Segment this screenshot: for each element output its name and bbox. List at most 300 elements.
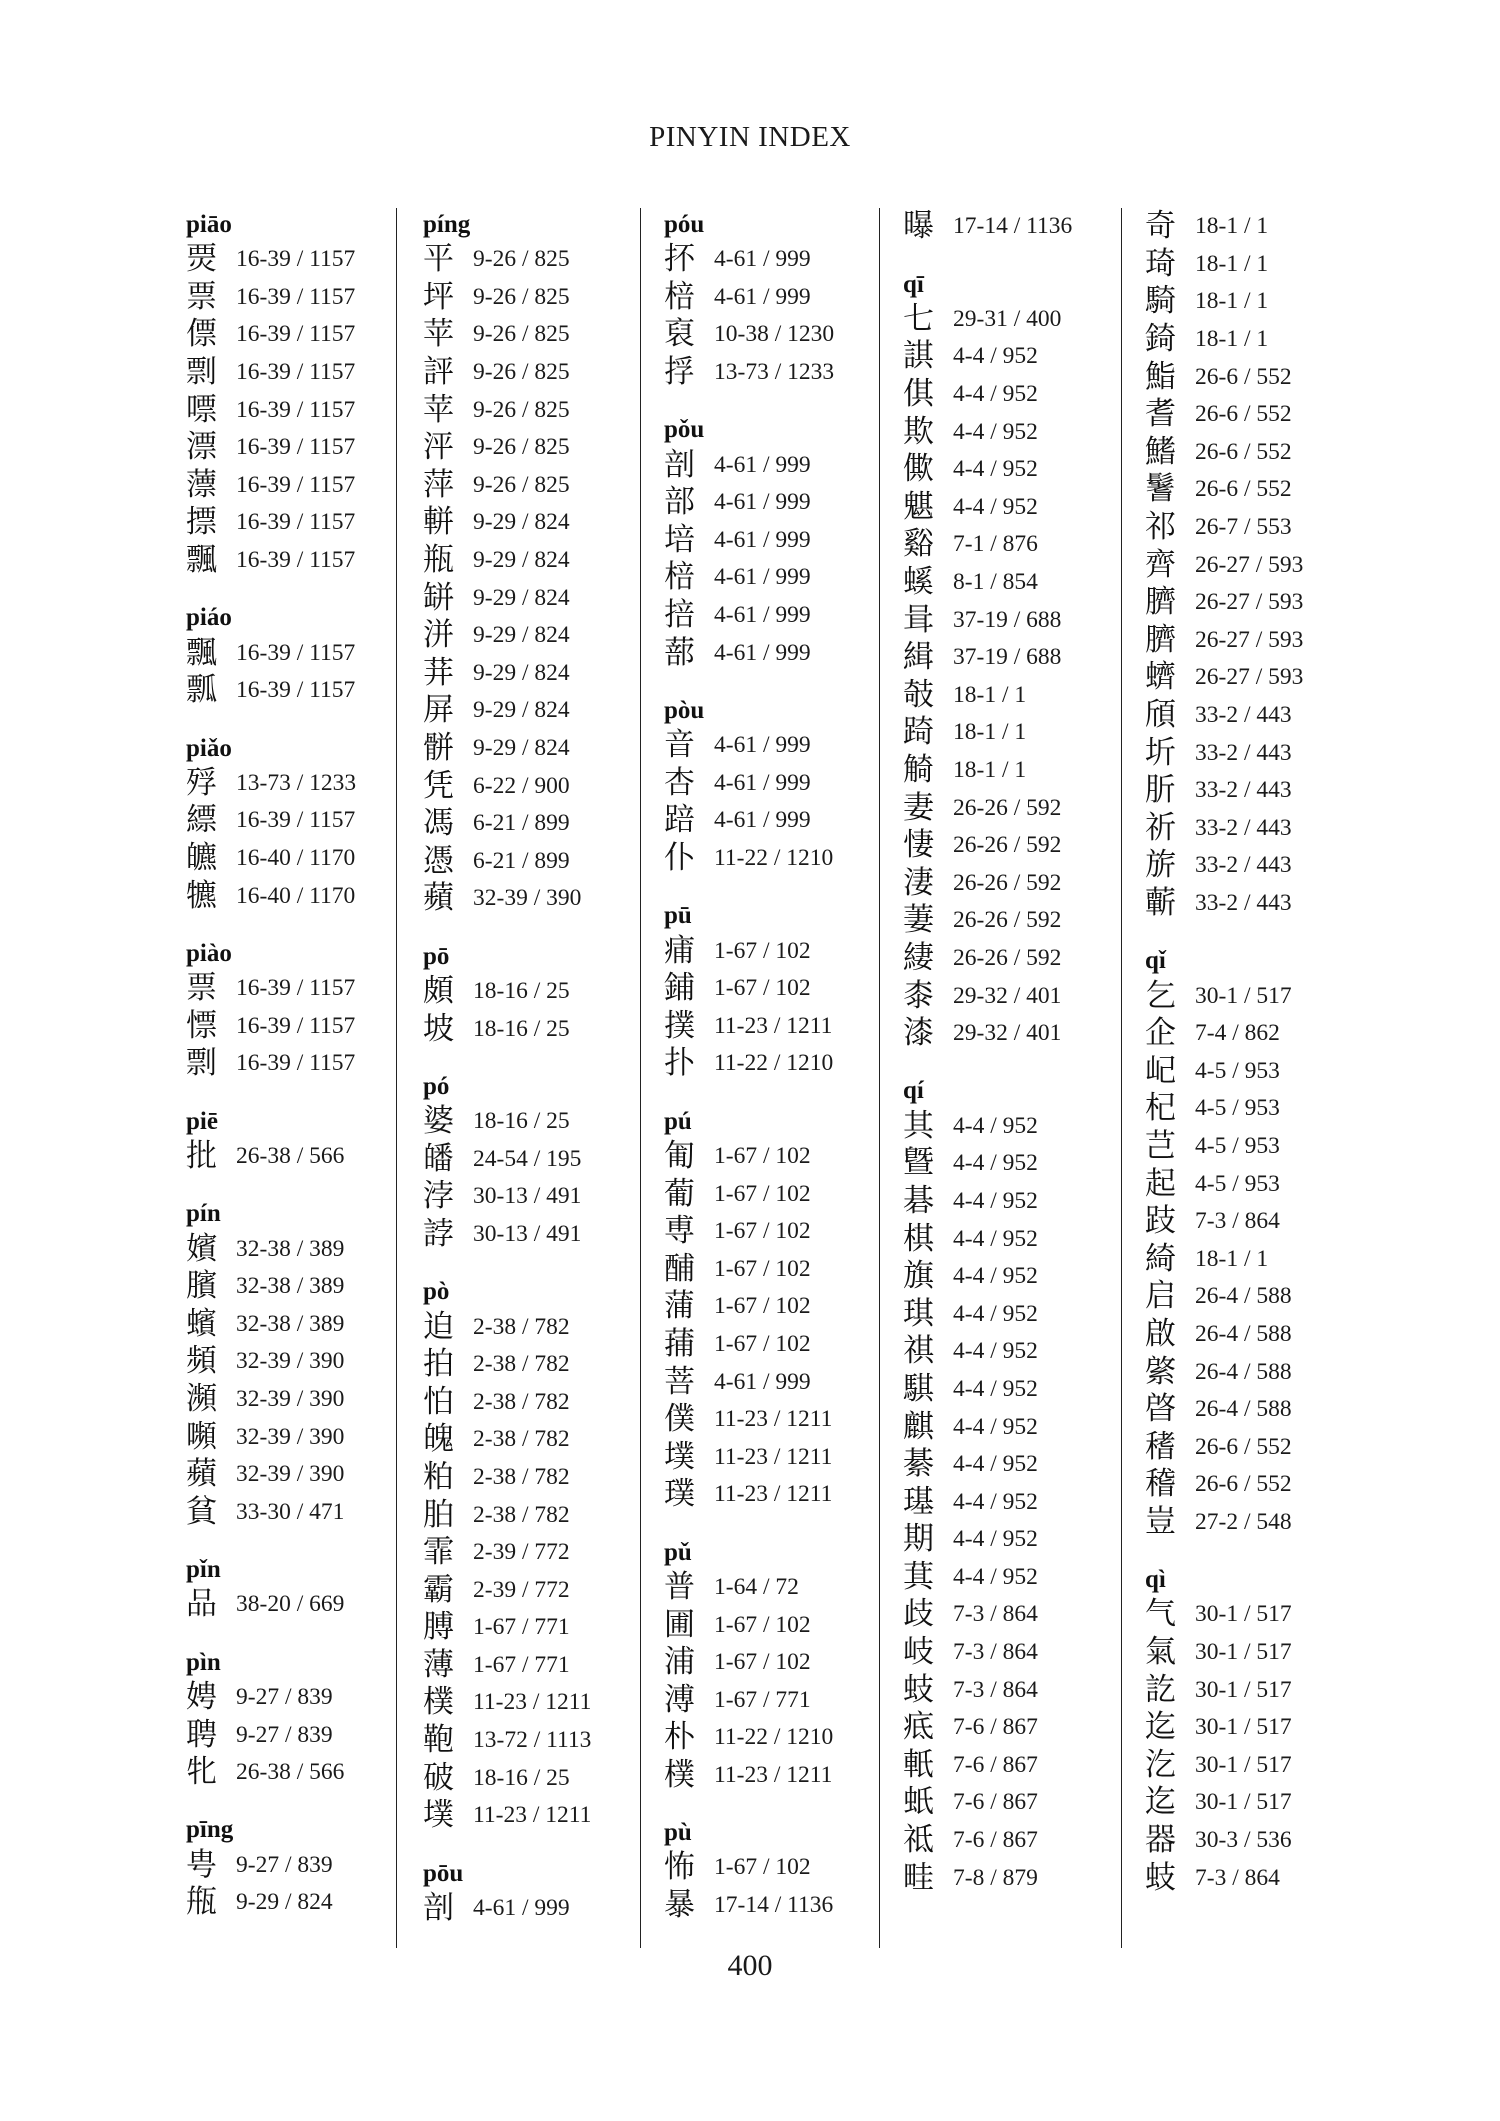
page-reference: 7-6 / 867 bbox=[953, 1827, 1038, 1854]
page-reference: 4-61 / 999 bbox=[714, 807, 811, 834]
index-entry bbox=[1145, 1634, 1303, 1672]
index-entry bbox=[186, 1268, 356, 1306]
page-reference: 18-16 / 25 bbox=[473, 1015, 570, 1042]
pinyin-heading: qī bbox=[903, 270, 924, 298]
page-reference: 4-4 / 952 bbox=[953, 1413, 1038, 1440]
page-reference: 30-13 / 491 bbox=[473, 1220, 582, 1247]
character: 萁 bbox=[903, 1558, 934, 1595]
character: 啟 bbox=[1145, 1315, 1176, 1352]
character: 僛 bbox=[903, 451, 934, 488]
index-entry bbox=[903, 902, 1072, 940]
index-entry bbox=[903, 1747, 1072, 1785]
page-reference: 9-27 / 839 bbox=[236, 1851, 333, 1878]
page-reference: 30-1 / 517 bbox=[1195, 982, 1292, 1009]
page-reference: 17-14 / 1136 bbox=[714, 1892, 834, 1919]
group-spacer bbox=[423, 1048, 591, 1070]
page-reference: 33-2 / 443 bbox=[1195, 889, 1292, 916]
group-spacer bbox=[186, 710, 356, 732]
page-reference: 1-67 / 102 bbox=[714, 1293, 811, 1320]
index-entry bbox=[1145, 1784, 1303, 1822]
index-entry bbox=[186, 1008, 356, 1046]
character: 粕 bbox=[423, 1458, 454, 1495]
index-column-3 bbox=[664, 208, 834, 1924]
page-reference: 9-26 / 825 bbox=[473, 434, 570, 461]
character: 蠙 bbox=[186, 1305, 217, 1342]
index-entry bbox=[664, 597, 834, 635]
index-entry bbox=[903, 752, 1072, 790]
character: 騎 bbox=[1145, 283, 1176, 320]
index-entry bbox=[903, 413, 1072, 451]
character: 鰭 bbox=[1145, 433, 1176, 470]
character: 破 bbox=[423, 1759, 454, 1796]
index-entry bbox=[664, 241, 834, 279]
index-entry bbox=[903, 1183, 1072, 1221]
character: 誖 bbox=[423, 1215, 454, 1252]
page-reference: 4-4 / 952 bbox=[953, 343, 1038, 370]
page-reference: 37-19 / 688 bbox=[953, 644, 1062, 671]
page-reference: 30-1 / 517 bbox=[1195, 1751, 1292, 1778]
index-entry bbox=[423, 1308, 591, 1346]
character: 咠 bbox=[903, 601, 934, 638]
index-entry bbox=[664, 1887, 834, 1925]
page-reference: 26-4 / 588 bbox=[1195, 1320, 1292, 1347]
index-entry bbox=[903, 1709, 1072, 1747]
index-entry bbox=[903, 677, 1072, 715]
page-reference: 33-2 / 443 bbox=[1195, 702, 1292, 729]
index-entry bbox=[186, 316, 356, 354]
page-reference: 16-39 / 1157 bbox=[236, 807, 356, 834]
page-reference: 33-30 / 471 bbox=[236, 1498, 345, 1525]
page-reference: 16-40 / 1170 bbox=[236, 882, 356, 909]
character: 蔀 bbox=[664, 634, 695, 671]
character: 萋 bbox=[903, 902, 934, 939]
character: 瓢 bbox=[186, 672, 217, 709]
index-entry bbox=[664, 932, 834, 970]
character: 魄 bbox=[423, 1421, 454, 1458]
page-reference: 1-67 / 102 bbox=[714, 1180, 811, 1207]
character: 頻 bbox=[186, 1343, 217, 1380]
index-entry bbox=[1145, 1466, 1303, 1504]
index-entry bbox=[186, 877, 356, 915]
index-entry bbox=[903, 1596, 1072, 1634]
character: 皤 bbox=[423, 1140, 454, 1177]
character: 貧 bbox=[186, 1493, 217, 1530]
index-entry bbox=[186, 1754, 356, 1792]
index-entry bbox=[664, 1438, 834, 1476]
index-entry bbox=[664, 802, 834, 840]
page-reference: 16-39 / 1157 bbox=[236, 283, 356, 310]
index-entry bbox=[903, 1295, 1072, 1333]
index-entry bbox=[1145, 584, 1303, 622]
index-entry bbox=[1145, 847, 1303, 885]
character: 批 bbox=[186, 1137, 217, 1174]
index-column-5 bbox=[1145, 208, 1303, 1897]
character: 蒲 bbox=[664, 1288, 695, 1325]
group-spacer bbox=[423, 918, 591, 940]
index-entry bbox=[903, 376, 1072, 414]
page-reference: 4-5 / 953 bbox=[1195, 1057, 1280, 1084]
page-reference: 2-38 / 782 bbox=[473, 1388, 570, 1415]
index-entry bbox=[664, 1606, 834, 1644]
character: 畦 bbox=[903, 1859, 934, 1896]
character: 蘋 bbox=[423, 880, 454, 917]
character: 圻 bbox=[1145, 734, 1176, 771]
index-entry bbox=[186, 279, 356, 317]
character: 霸 bbox=[423, 1571, 454, 1608]
character: 歧 bbox=[903, 1596, 934, 1633]
index-entry bbox=[423, 279, 591, 317]
page-reference: 18-1 / 1 bbox=[1195, 1245, 1269, 1272]
group-spacer bbox=[186, 579, 356, 601]
character: 苹 bbox=[423, 391, 454, 428]
page-reference: 18-1 / 1 bbox=[953, 719, 1027, 746]
group-spacer bbox=[186, 1624, 356, 1646]
index-entry bbox=[186, 504, 356, 542]
character: 墣 bbox=[423, 1797, 454, 1834]
index-entry bbox=[664, 1175, 834, 1213]
index-entry bbox=[186, 1418, 356, 1456]
index-entry bbox=[1145, 1278, 1303, 1316]
page-reference: 26-26 / 592 bbox=[953, 944, 1062, 971]
page-reference: 4-61 / 999 bbox=[714, 732, 811, 759]
page-reference: 4-4 / 952 bbox=[953, 1263, 1038, 1290]
page-reference: 4-4 / 952 bbox=[953, 1526, 1038, 1553]
index-entry bbox=[186, 1716, 356, 1754]
character: 怖 bbox=[664, 1849, 695, 1886]
page-reference: 4-4 / 952 bbox=[953, 1300, 1038, 1327]
index-entry bbox=[664, 634, 834, 672]
page-reference: 26-6 / 552 bbox=[1195, 363, 1292, 390]
page-reference: 30-13 / 491 bbox=[473, 1183, 582, 1210]
page-reference: 6-21 / 899 bbox=[473, 810, 570, 837]
character: 岐 bbox=[903, 1634, 934, 1671]
page-reference: 4-61 / 999 bbox=[714, 602, 811, 629]
page-reference: 16-39 / 1157 bbox=[236, 677, 356, 704]
index-entry bbox=[423, 1010, 591, 1048]
column-divider bbox=[396, 208, 397, 1948]
character: 期 bbox=[903, 1521, 934, 1558]
page-reference: 9-29 / 824 bbox=[473, 584, 570, 611]
page-reference: 32-39 / 390 bbox=[236, 1348, 345, 1375]
page-reference: 7-3 / 864 bbox=[1195, 1864, 1280, 1891]
index-entry bbox=[423, 579, 591, 617]
index-entry bbox=[186, 1493, 356, 1531]
character: 僕 bbox=[664, 1401, 695, 1438]
index-entry bbox=[423, 1647, 591, 1685]
page-reference: 16-39 / 1157 bbox=[236, 1050, 356, 1077]
index-entry bbox=[1145, 885, 1303, 923]
page-reference: 2-38 / 782 bbox=[473, 1501, 570, 1528]
page-reference: 16-39 / 1157 bbox=[236, 321, 356, 348]
index-entry bbox=[186, 1045, 356, 1083]
character: 蚔 bbox=[903, 1784, 934, 1821]
character: 培 bbox=[664, 521, 695, 558]
group-spacer bbox=[1145, 1541, 1303, 1563]
character: 訖 bbox=[1145, 1671, 1176, 1708]
character: 捊 bbox=[664, 354, 695, 391]
page-reference: 26-26 / 592 bbox=[953, 869, 1062, 896]
character: 抔 bbox=[664, 241, 695, 278]
page-reference: 16-39 / 1157 bbox=[236, 1012, 356, 1039]
index-entry bbox=[186, 970, 356, 1008]
group-spacer bbox=[186, 915, 356, 937]
pinyin-heading: piē bbox=[186, 1107, 218, 1135]
character: 剽 bbox=[186, 1045, 217, 1082]
group-spacer bbox=[186, 1175, 356, 1197]
page-reference: 1-64 / 72 bbox=[714, 1573, 799, 1600]
character: 皫 bbox=[186, 840, 217, 877]
character: 掊 bbox=[664, 597, 695, 634]
character: 迄 bbox=[1145, 1709, 1176, 1746]
page-reference: 26-26 / 592 bbox=[953, 794, 1062, 821]
pinyin-heading: qǐ bbox=[1145, 947, 1166, 975]
index-entry bbox=[664, 727, 834, 765]
page-reference: 18-16 / 25 bbox=[473, 977, 570, 1004]
page-reference: 11-23 / 1211 bbox=[473, 1689, 592, 1716]
character: 緝 bbox=[903, 639, 934, 676]
index-entry bbox=[664, 559, 834, 597]
page-reference: 1-67 / 102 bbox=[714, 1649, 811, 1676]
index-entry bbox=[664, 1681, 834, 1719]
index-entry bbox=[423, 1346, 591, 1384]
index-entry bbox=[186, 1679, 356, 1717]
index-entry bbox=[903, 338, 1072, 376]
page-reference: 9-29 / 824 bbox=[236, 1889, 333, 1916]
character: 葡 bbox=[664, 1175, 695, 1212]
page-reference: 18-1 / 1 bbox=[953, 757, 1027, 784]
character: 怕 bbox=[423, 1383, 454, 1420]
character: 琦 bbox=[1145, 245, 1176, 282]
index-entry bbox=[1145, 1353, 1303, 1391]
index-entry bbox=[664, 316, 834, 354]
page-reference: 7-3 / 864 bbox=[953, 1639, 1038, 1666]
page-reference: 9-29 / 824 bbox=[473, 697, 570, 724]
index-entry bbox=[1145, 509, 1303, 547]
page-reference: 11-23 / 1211 bbox=[714, 1012, 833, 1039]
page-reference: 7-6 / 867 bbox=[953, 1789, 1038, 1816]
pinyin-heading: pū bbox=[664, 902, 692, 930]
index-entry bbox=[1145, 622, 1303, 660]
page-reference: 29-32 / 401 bbox=[953, 1020, 1062, 1047]
group-spacer bbox=[186, 1531, 356, 1553]
column-divider bbox=[1121, 208, 1122, 1948]
index-entry bbox=[186, 1230, 356, 1268]
index-entry bbox=[664, 1288, 834, 1326]
page-reference: 18-1 / 1 bbox=[953, 681, 1027, 708]
character: 旂 bbox=[1145, 847, 1176, 884]
character: 璞 bbox=[664, 1476, 695, 1513]
index-entry bbox=[664, 1045, 834, 1083]
page-reference: 17-14 / 1136 bbox=[953, 213, 1073, 240]
character: 薸 bbox=[186, 466, 217, 503]
character: 瓶 bbox=[423, 542, 454, 579]
column-divider bbox=[879, 208, 880, 1948]
page-reference: 26-7 / 553 bbox=[1195, 514, 1292, 541]
page-reference: 10-38 / 1230 bbox=[714, 321, 835, 348]
index-entry bbox=[903, 714, 1072, 752]
character: 坪 bbox=[423, 278, 454, 315]
index-entry bbox=[664, 1757, 834, 1795]
pinyin-heading: pù bbox=[664, 1819, 692, 1847]
index-entry bbox=[1145, 358, 1303, 396]
character: 甹 bbox=[186, 1846, 217, 1883]
character: 瀕 bbox=[186, 1380, 217, 1417]
page-reference: 1-67 / 102 bbox=[714, 1142, 811, 1169]
index-entry bbox=[1145, 1428, 1303, 1466]
character: 評 bbox=[423, 354, 454, 391]
character: 嘌 bbox=[186, 391, 217, 428]
character: 軝 bbox=[903, 1746, 934, 1783]
page-reference: 2-38 / 782 bbox=[473, 1463, 570, 1490]
character: 蚑 bbox=[1145, 1859, 1176, 1896]
index-entry bbox=[1145, 1504, 1303, 1542]
index-entry bbox=[903, 1220, 1072, 1258]
page-reference: 9-29 / 824 bbox=[473, 622, 570, 649]
character: 漆 bbox=[903, 1015, 934, 1052]
index-entry bbox=[423, 542, 591, 580]
character: 憑 bbox=[423, 842, 454, 879]
index-column-1 bbox=[186, 208, 356, 1922]
index-entry bbox=[903, 1015, 1072, 1053]
page-reference: 1-67 / 102 bbox=[714, 1330, 811, 1357]
index-column-2 bbox=[423, 208, 591, 1927]
index-entry bbox=[903, 1784, 1072, 1822]
index-entry bbox=[664, 1213, 834, 1251]
page-reference: 2-38 / 782 bbox=[473, 1426, 570, 1453]
character: 琪 bbox=[903, 1295, 934, 1332]
page-reference: 7-8 / 879 bbox=[953, 1864, 1038, 1891]
character: 普 bbox=[664, 1568, 695, 1605]
character: 蘋 bbox=[186, 1456, 217, 1493]
index-entry bbox=[903, 601, 1072, 639]
page-reference: 32-39 / 390 bbox=[473, 885, 582, 912]
index-entry bbox=[664, 354, 834, 392]
pinyin-heading: pín bbox=[186, 1200, 221, 1228]
index-entry bbox=[903, 789, 1072, 827]
character: 墣 bbox=[664, 1438, 695, 1475]
page-reference: 4-61 / 999 bbox=[714, 451, 811, 478]
page-reference: 32-39 / 390 bbox=[236, 1385, 345, 1412]
index-entry bbox=[1145, 734, 1303, 772]
character: 起 bbox=[1145, 1165, 1176, 1202]
index-entry bbox=[664, 970, 834, 1008]
page-reference: 18-1 / 1 bbox=[1195, 250, 1269, 277]
index-entry bbox=[664, 1644, 834, 1682]
index-entry bbox=[1145, 977, 1303, 1015]
page-reference: 27-2 / 548 bbox=[1195, 1508, 1292, 1535]
character: 娉 bbox=[186, 1678, 217, 1715]
page-reference: 9-27 / 839 bbox=[236, 1721, 333, 1748]
page-reference: 8-1 / 854 bbox=[953, 569, 1038, 596]
character: 棓 bbox=[664, 559, 695, 596]
index-entry bbox=[903, 1446, 1072, 1484]
index-entry bbox=[423, 1216, 591, 1254]
page-reference: 13-73 / 1233 bbox=[236, 769, 357, 796]
index-entry bbox=[903, 1521, 1072, 1559]
column-divider bbox=[640, 208, 641, 1948]
index-entry bbox=[664, 1363, 834, 1401]
page-reference: 4-4 / 952 bbox=[953, 1451, 1038, 1478]
page-reference: 4-5 / 953 bbox=[1195, 1095, 1280, 1122]
character: 倛 bbox=[903, 376, 934, 413]
page-reference: 7-4 / 862 bbox=[1195, 1020, 1280, 1047]
index-entry bbox=[1145, 1391, 1303, 1429]
page-reference: 2-39 / 772 bbox=[473, 1539, 570, 1566]
index-entry bbox=[423, 1383, 591, 1421]
index-entry bbox=[664, 446, 834, 484]
character: 迄 bbox=[1145, 1784, 1176, 1821]
page-reference: 4-4 / 952 bbox=[953, 1187, 1038, 1214]
character: 祗 bbox=[903, 1822, 934, 1859]
index-entry bbox=[1145, 1052, 1303, 1090]
page-reference: 30-1 / 517 bbox=[1195, 1639, 1292, 1666]
page-reference: 4-4 / 952 bbox=[953, 456, 1038, 483]
index-entry bbox=[186, 1381, 356, 1419]
index-entry bbox=[1145, 396, 1303, 434]
group-spacer bbox=[423, 1253, 591, 1275]
index-entry bbox=[664, 1719, 834, 1757]
index-entry bbox=[1145, 283, 1303, 321]
character: 品 bbox=[186, 1586, 217, 1623]
index-entry bbox=[1145, 1128, 1303, 1166]
index-entry bbox=[423, 1178, 591, 1216]
page-reference: 4-5 / 953 bbox=[1195, 1132, 1280, 1159]
character: 摽 bbox=[186, 504, 217, 541]
index-entry bbox=[423, 467, 591, 505]
pinyin-heading: pǒu bbox=[664, 416, 705, 444]
character: 肵 bbox=[1145, 772, 1176, 809]
page-reference: 33-2 / 443 bbox=[1195, 739, 1292, 766]
index-entry bbox=[1145, 546, 1303, 584]
pinyin-heading: piǎo bbox=[186, 734, 232, 762]
index-entry bbox=[664, 1401, 834, 1439]
pinyin-heading: piào bbox=[186, 939, 232, 967]
page-reference: 26-4 / 588 bbox=[1195, 1396, 1292, 1423]
character: 螇 bbox=[903, 564, 934, 601]
page-reference: 9-27 / 839 bbox=[236, 1683, 333, 1710]
page-reference: 11-23 / 1211 bbox=[714, 1406, 833, 1433]
character: 汔 bbox=[1145, 1746, 1176, 1783]
character: 旗 bbox=[903, 1258, 934, 1295]
index-entry bbox=[186, 1305, 356, 1343]
index-column-4 bbox=[903, 208, 1072, 1897]
character: 綺 bbox=[1145, 1240, 1176, 1277]
page-reference: 11-22 / 1210 bbox=[714, 1050, 834, 1077]
index-entry bbox=[186, 1846, 356, 1884]
page-reference: 26-27 / 593 bbox=[1195, 664, 1304, 691]
character: 飄 bbox=[186, 634, 217, 671]
page-reference: 4-61 / 999 bbox=[714, 489, 811, 516]
pinyin-heading: pìn bbox=[186, 1648, 221, 1676]
character: 霏 bbox=[423, 1534, 454, 1571]
index-entry bbox=[1145, 1822, 1303, 1860]
page-reference: 26-6 / 552 bbox=[1195, 401, 1292, 428]
page-reference: 1-67 / 771 bbox=[714, 1686, 811, 1713]
character: 悽 bbox=[903, 827, 934, 864]
index-entry bbox=[186, 765, 356, 803]
character: 迫 bbox=[423, 1308, 454, 1345]
page-reference: 4-61 / 999 bbox=[714, 1368, 811, 1395]
page-reference: 4-4 / 952 bbox=[953, 1338, 1038, 1365]
index-entry bbox=[903, 451, 1072, 489]
index-entry bbox=[903, 1371, 1072, 1409]
character: 踦 bbox=[903, 714, 934, 751]
page-reference: 7-6 / 867 bbox=[953, 1751, 1038, 1778]
index-entry bbox=[903, 489, 1072, 527]
page-reference: 4-61 / 999 bbox=[714, 769, 811, 796]
character: 其 bbox=[903, 1107, 934, 1144]
character: 疷 bbox=[903, 1709, 934, 1746]
